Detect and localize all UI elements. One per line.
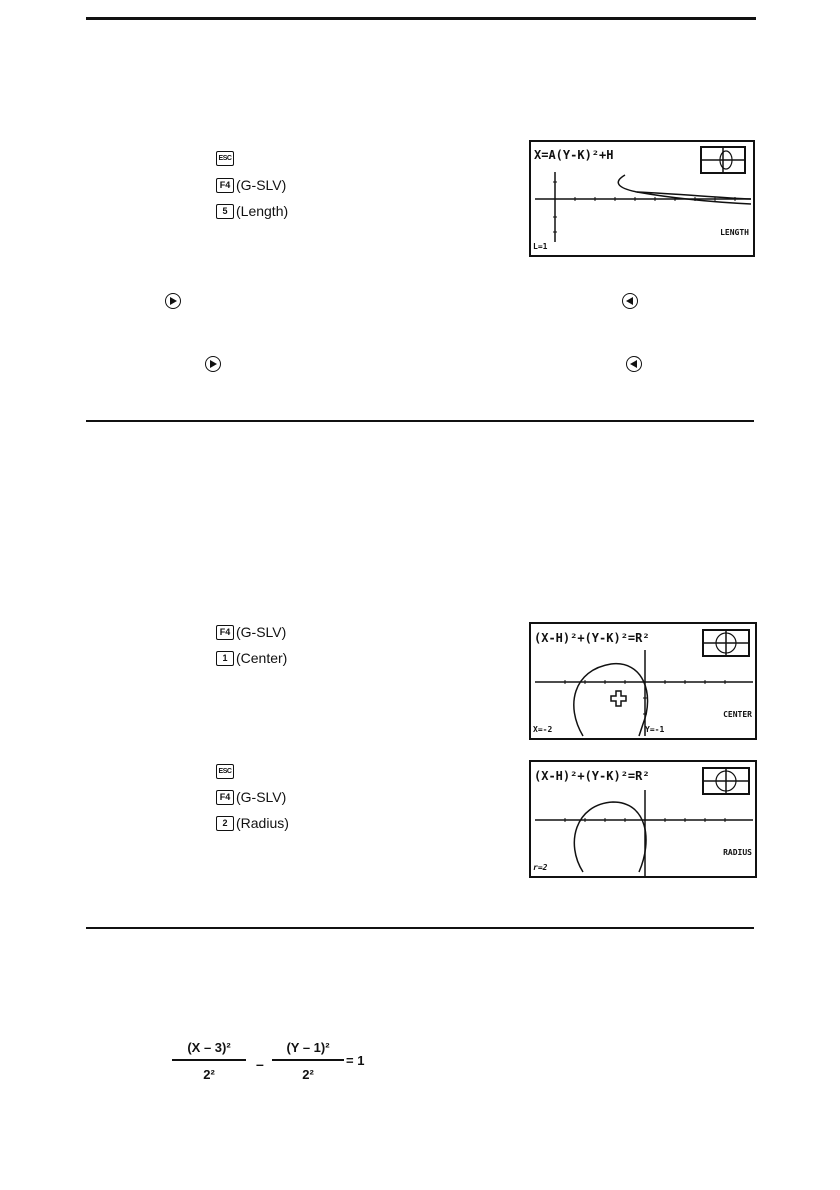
left-cursor-key[interactable] — [622, 293, 638, 309]
top-rule — [86, 17, 756, 20]
key-1[interactable]: 1 — [216, 651, 234, 666]
f4-key[interactable]: F4 — [216, 790, 234, 805]
step-label: (G-SLV) — [236, 624, 287, 640]
section-divider — [86, 927, 754, 929]
esc-key[interactable]: ESC — [216, 151, 234, 166]
calc-screen-center — [529, 622, 757, 740]
right-cursor-key[interactable] — [165, 293, 181, 309]
numerator: (Y – 1)² — [286, 1040, 330, 1055]
right-cursor-key[interactable] — [205, 356, 221, 372]
step-esc-2 — [216, 764, 236, 779]
screen-mode-label: LENGTH — [720, 228, 749, 237]
right-arrow-icon — [168, 296, 178, 306]
circle-curve — [574, 802, 646, 872]
f4-key[interactable]: F4 — [216, 178, 234, 193]
screen-mode-label: RADIUS — [723, 848, 752, 857]
step-g-slv-1 — [216, 177, 286, 193]
step-label: (Center) — [236, 650, 288, 666]
step-label: (Radius) — [236, 815, 289, 831]
numerator: (X – 3)² — [187, 1040, 231, 1055]
key-5[interactable]: 5 — [216, 204, 234, 219]
section-divider — [86, 420, 754, 422]
step-label: (G-SLV) — [236, 177, 287, 193]
screen-value: L=1 — [533, 242, 548, 251]
fraction-term-2 — [272, 1040, 344, 1082]
step-radius — [216, 815, 289, 831]
right-arrow-icon — [208, 359, 218, 369]
f4-key[interactable]: F4 — [216, 625, 234, 640]
left-cursor-key[interactable] — [626, 356, 642, 372]
fraction-term-1 — [172, 1040, 246, 1082]
left-arrow-icon — [625, 296, 635, 306]
fraction-bar — [272, 1059, 344, 1061]
calc-screen-radius — [529, 760, 757, 878]
screen-mode-label: CENTER — [723, 710, 752, 719]
step-label: (Length) — [236, 203, 289, 219]
step-esc-1 — [216, 151, 236, 166]
screen-x-value: X=-2 — [533, 725, 553, 734]
crosshair-cursor — [611, 691, 626, 706]
screen-equation: X=A(Y-K)²+H — [534, 148, 614, 162]
denominator: 2² — [203, 1066, 215, 1082]
key-2[interactable]: 2 — [216, 816, 234, 831]
screen-y-value: Y=-1 — [645, 725, 665, 734]
step-label: (G-SLV) — [236, 789, 287, 805]
step-length — [216, 203, 288, 219]
esc-key[interactable]: ESC — [216, 764, 234, 779]
equals-rhs: = 1 — [346, 1053, 365, 1068]
step-g-slv-3 — [216, 789, 286, 805]
screen-equation: (X-H)²+(Y-K)²=R² — [534, 769, 650, 783]
step-center — [216, 650, 287, 666]
step-g-slv-2 — [216, 624, 286, 640]
screen-equation: (X-H)²+(Y-K)²=R² — [534, 631, 650, 645]
fraction-bar — [172, 1059, 246, 1061]
denominator: 2² — [302, 1066, 314, 1082]
left-arrow-icon — [629, 359, 639, 369]
calc-screen-length — [529, 140, 755, 257]
minus-operator: – — [256, 1056, 264, 1072]
screen-value: r=2 — [533, 863, 548, 872]
